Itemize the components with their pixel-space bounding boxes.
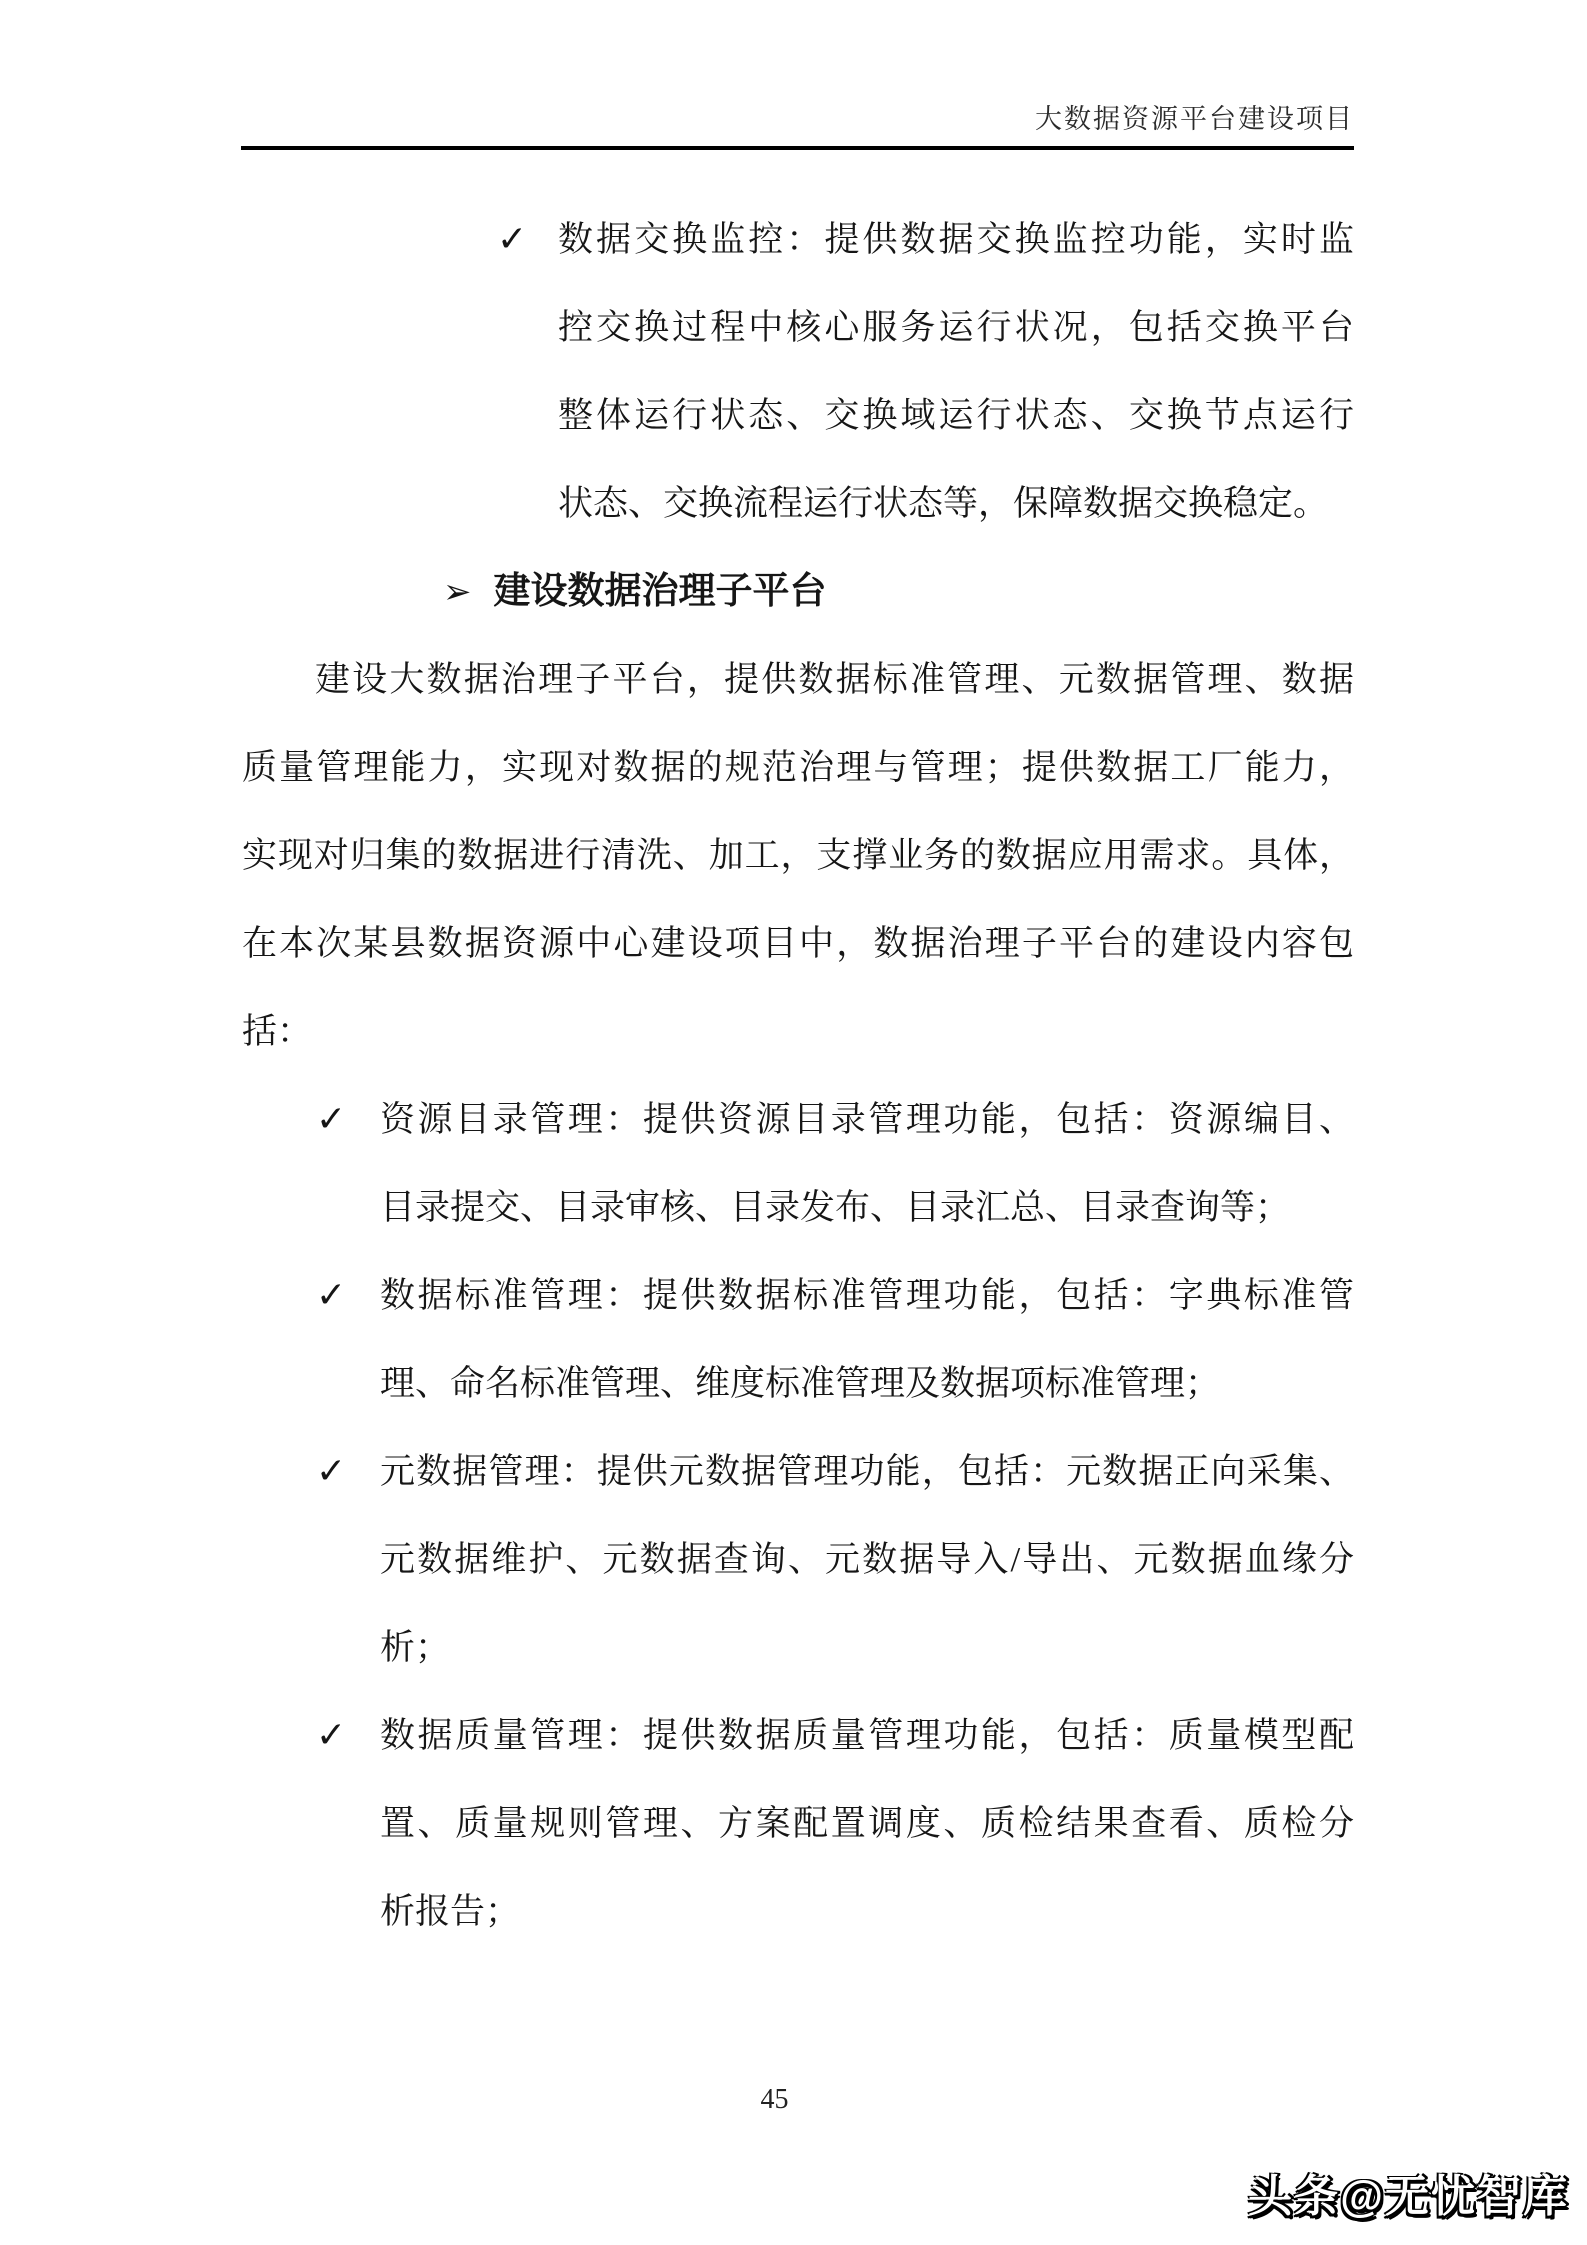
list-item-line: [242, 1252, 1354, 1340]
list-item-text: 数据质量管理：提供数据质量管理功能，包括：质量模型配: [380, 1716, 1354, 1755]
paragraph-line: [242, 724, 1354, 812]
list-item-line: [242, 1164, 1354, 1252]
list-item-text: 理、命名标准管理、维度标准管理及数据项标准管理；: [380, 1364, 1221, 1403]
checkmark-icon: ✓: [497, 219, 528, 260]
paragraph-text: 括：: [242, 1012, 313, 1051]
list-item-line: [242, 1692, 1354, 1780]
paragraph-line: [242, 812, 1354, 900]
arrow-bullet-icon: ➢: [443, 572, 472, 612]
list-item-text: 析报告；: [380, 1892, 521, 1931]
document-body: [242, 196, 1354, 1956]
list-item-text: 资源目录管理：提供资源目录管理功能，包括：资源编目、: [380, 1100, 1354, 1139]
paragraph-text: 在本次某县数据资源中心建设项目中，数据治理子平台的建设内容包: [242, 924, 1354, 963]
checkmark-icon: ✓: [316, 1275, 347, 1316]
list-item-text: 目录提交、目录审核、目录发布、目录汇总、目录查询等；: [380, 1188, 1291, 1227]
list-item-text: 析；: [380, 1628, 451, 1667]
paragraph-line: [242, 636, 1354, 724]
list-item-line: [242, 1340, 1354, 1428]
list-item-text: 元数据管理：提供元数据管理功能，包括：元数据正向采集、: [380, 1452, 1354, 1491]
list-item-line: [242, 196, 1354, 284]
section-heading-text: 建设数据治理子平台: [493, 571, 827, 612]
paragraph-text: 实现对归集的数据进行清洗、加工，支撑业务的数据应用需求。具体，: [242, 836, 1354, 875]
list-item-text: 置、质量规则管理、方案配置调度、质检结果查看、质检分: [380, 1804, 1354, 1843]
list-item-line: [242, 1428, 1354, 1516]
checkmark-icon: ✓: [316, 1715, 347, 1756]
list-item-text: 控交换过程中核心服务运行状况，包括交换平台: [558, 308, 1354, 347]
page-number: 45: [760, 2084, 789, 2115]
paragraph-line: [242, 988, 1354, 1076]
list-item-text: 元数据维护、元数据查询、元数据导入/导出、元数据血缘分: [380, 1540, 1354, 1579]
section-heading: [242, 548, 1354, 636]
list-item-line: [242, 1780, 1354, 1868]
list-item-text: 数据交换监控：提供数据交换监控功能，实时监: [558, 220, 1354, 259]
list-item-text: 整体运行状态、交换域运行状态、交换节点运行: [558, 396, 1354, 435]
header-title: 大数据资源平台建设项目: [1035, 104, 1354, 134]
paragraph-text: 质量管理能力，实现对数据的规范治理与管理；提供数据工厂能力，: [242, 748, 1354, 787]
watermark: 头条@无忧智库: [1248, 2172, 1569, 2221]
list-item-line: [242, 372, 1354, 460]
list-item-text: 状态、交换流程运行状态等，保障数据交换稳定。: [558, 484, 1329, 523]
header-rule: [241, 146, 1354, 150]
list-item-line: [242, 1516, 1354, 1604]
list-item-line: [242, 1076, 1354, 1164]
paragraph-line: [242, 900, 1354, 988]
checkmark-icon: ✓: [316, 1451, 347, 1492]
checkmark-icon: ✓: [316, 1099, 347, 1140]
list-item-line: [242, 284, 1354, 372]
list-item-line: [242, 1604, 1354, 1692]
list-item-line: [242, 460, 1354, 548]
list-item-text: 数据标准管理：提供数据标准管理功能，包括：字典标准管: [380, 1276, 1354, 1315]
list-item-line: [242, 1868, 1354, 1956]
paragraph-text: 建设大数据治理子平台，提供数据标准管理、元数据管理、数据: [315, 660, 1354, 699]
